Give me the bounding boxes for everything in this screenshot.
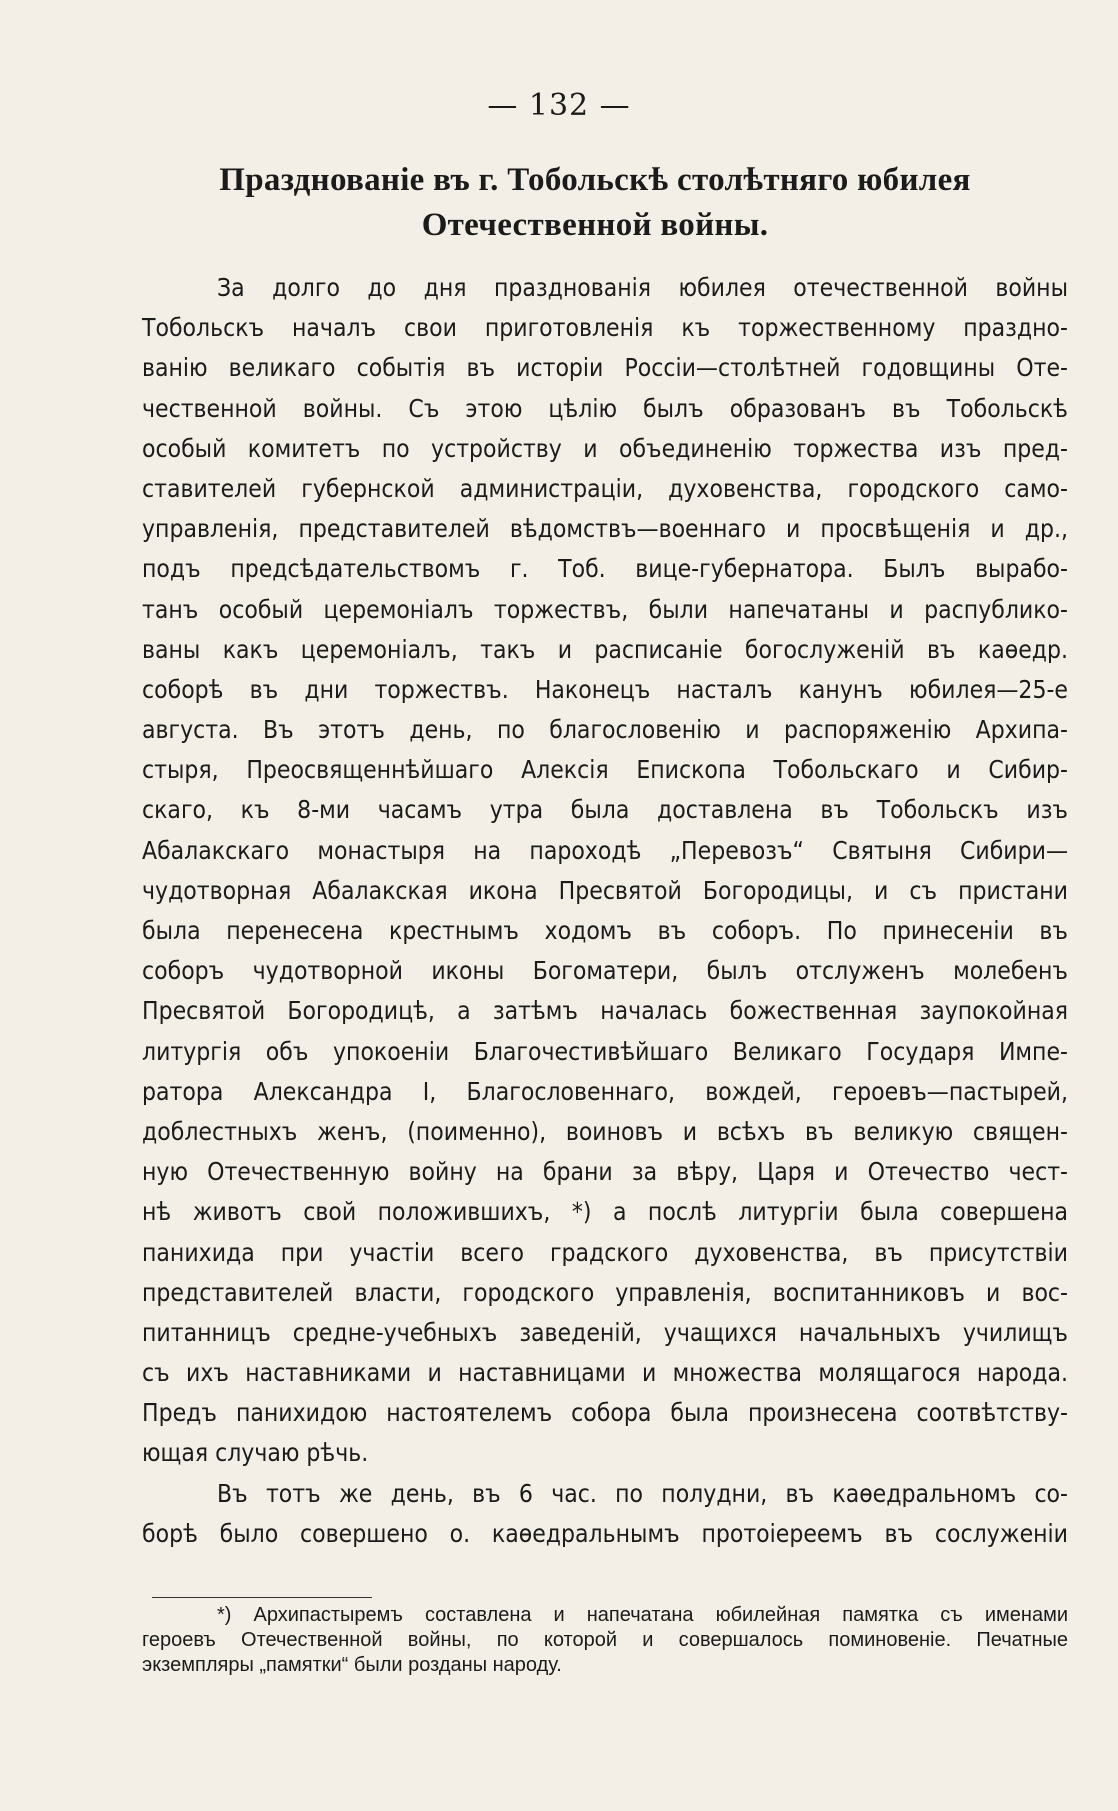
text-line: соборѣ въ дни торжествъ. Наконецъ насталъ канунъ юбилея—25-е [142, 674, 1068, 704]
article-body [142, 268, 1068, 1554]
text-line: ваны какъ церемоніалъ, такъ и расписаніе богослуженій въ каѳедр. [142, 634, 1068, 664]
text-line: съ ихъ наставниками и наставницами и множества молящагося народа. [142, 1358, 1068, 1388]
text-line: литургія объ упокоеніи Благочестивѣйшаго Великаго Государя Импе- [142, 1036, 1068, 1066]
title-line-1: Празднованіе въ г. Тобольскѣ столѣтняго юбилея [219, 162, 971, 198]
text-line: чественной войны. Съ этою цѣлію былъ образованъ въ Тобольскѣ [142, 393, 1068, 423]
text-line: была перенесена крестнымъ ходомъ въ соборъ. По принесеніи въ [142, 916, 1068, 945]
text-line: ную Отечественную войну на брани за вѣру, Царя и Отечество чест- [142, 1157, 1068, 1187]
page-number: — 132 — [487, 88, 631, 123]
text-line: доблестныхъ женъ, (поименно), воиновъ и всѣхъ въ великую священ- [142, 1116, 1068, 1146]
footnote-divider [152, 1597, 372, 1598]
footnote [142, 1603, 1068, 1678]
text-line: стыря, Преосвященнѣйшаго Алексія Епископа Тобольскаго и Сибир- [142, 755, 1068, 785]
text-line: нѣ животъ свой положившихъ, *) а послѣ литургіи была совершена [142, 1197, 1068, 1227]
footnote-line: *) Архипастыремъ составлена и напечатана юбилейная памятка съ именами [217, 1604, 1068, 1626]
text-line: ратора Александра I, Благословеннаго, вождей, героевъ—пастырей, [142, 1076, 1068, 1106]
title-line-2: Отечественной войны. [421, 207, 769, 243]
text-line: соборъ чудотворной иконы Богоматери, былъ отслуженъ молебенъ [142, 956, 1068, 986]
text-line: ставителей губернской администраціи, духовенства, городского само- [142, 473, 1068, 503]
text-line: Въ тотъ же день, въ 6 час. по полудни, въ каѳедральномъ со- [217, 1478, 1068, 1508]
text-line: ванію великаго событія въ исторіи Россіи—столѣтней годовщины Оте- [142, 353, 1068, 383]
text-line: чудотворная Абалакская икона Пресвятой Богородицы, и съ пристани [142, 875, 1068, 905]
text-line: особый комитетъ по устройству и объединенію торжества изъ пред- [142, 433, 1068, 463]
text-line: танъ особый церемоніалъ торжествъ, были напечатаны и распублико- [142, 594, 1068, 624]
text-line: представителей власти, городского управленія, воспитанниковъ и вос- [142, 1277, 1068, 1307]
text-line: панихида при участіи всего градского духовенства, въ присутствіи [142, 1237, 1068, 1267]
text-line: Предъ панихидою настоятелемъ собора была произнесена соотвѣтству- [142, 1398, 1068, 1428]
text-line: скаго, къ 8-ми часамъ утра была доставлена въ Тобольскъ изъ [142, 795, 1068, 825]
text-line: Пресвятой Богородицѣ, а затѣмъ началась божественная заупокойная [142, 996, 1068, 1026]
text-line: За долго до дня празднованія юбилея отечественной войны [217, 273, 1068, 302]
text-line: Тобольскъ началъ свои приготовленія къ торжественному праздно- [142, 313, 1068, 343]
text-line: Абалакскаго монастыря на пароходѣ „Перевозъ“ Святыня Сибири— [142, 835, 1068, 865]
article-title [120, 158, 1070, 248]
text-line: подъ предсѣдательствомъ г. Тоб. вице-губернатора. Былъ вырабо- [142, 554, 1068, 584]
text-line: управленія, представителей вѣдомствъ—военнаго и просвѣщенія и др., [142, 514, 1068, 544]
footnote-line: экземпляры „памятки“ были розданы народу. [142, 1654, 562, 1676]
text-line: питанницъ средне-учебныхъ заведеній, учащихся начальныхъ училищъ [142, 1317, 1068, 1347]
footnote-line: героевъ Отечественной войны, по которой и совершалось поминовеніе. Печатные [142, 1629, 1068, 1651]
text-line: борѣ было совершено о. каѳедральнымъ протоіереемъ въ сослуженіи [142, 1518, 1068, 1548]
text-line: ющая случаю рѣчь. [142, 1438, 369, 1468]
text-line: августа. Въ этотъ день, по благословенію и распоряженію Архипа- [142, 715, 1068, 745]
